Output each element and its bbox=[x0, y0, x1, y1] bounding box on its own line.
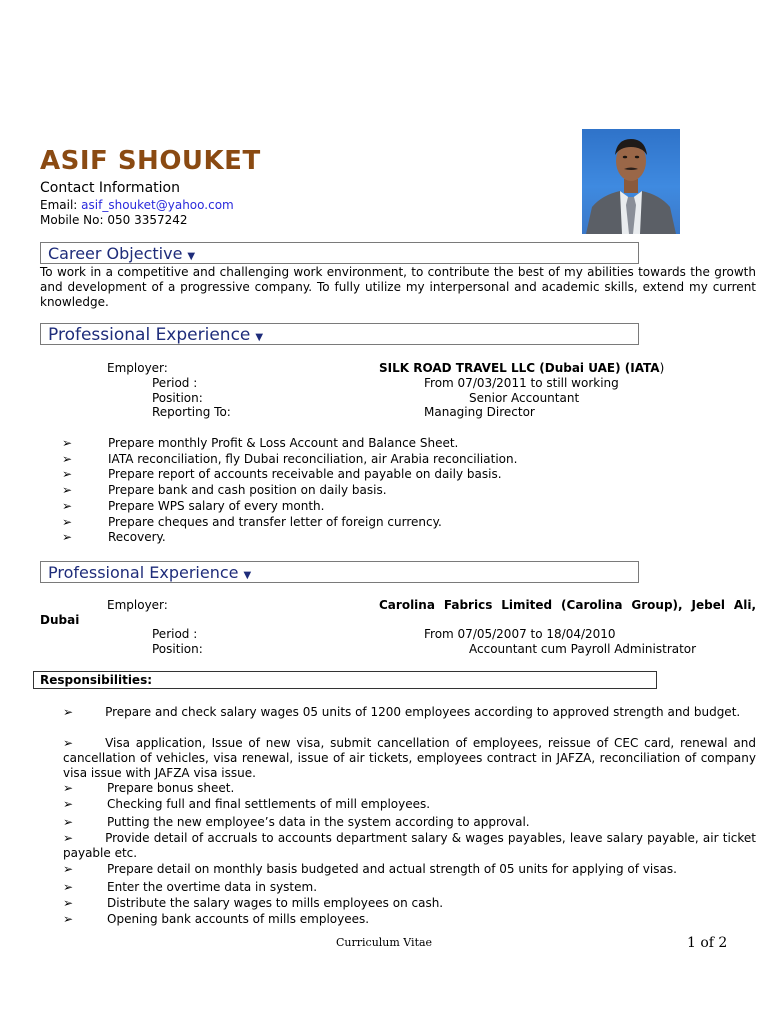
profile-photo bbox=[582, 129, 680, 234]
list-item: ➢ Provide detail of accruals to accounts department salary & wages payables, leave salary payable, air ticket payable etc. bbox=[63, 831, 756, 860]
list-item: ➢ Prepare and check salary wages 05 units of 1200 employees according to approved strength and budget. bbox=[63, 705, 741, 719]
career-objective-title: Career Objective ▼ bbox=[48, 244, 196, 263]
list-item: ➢ Distribute the salary wages to mills employees on cash. bbox=[63, 896, 444, 910]
professional-experience-title-2: Professional Experience ▼ bbox=[48, 563, 252, 582]
bullet-arrow-icon: ➢ bbox=[63, 896, 74, 910]
bullet-arrow-icon: ➢ bbox=[63, 912, 74, 926]
professional-experience-section-1 bbox=[40, 323, 639, 345]
list-item: ➢ Prepare detail on monthly basis budgeted and actual strength of 05 units for applying of visas. bbox=[63, 862, 677, 876]
portrait-image bbox=[582, 129, 680, 234]
email-link[interactable]: asif_shouket@yahoo.com bbox=[81, 198, 234, 212]
bullet-arrow-icon: ➢ bbox=[63, 781, 74, 795]
dropdown-arrow-icon: ▼ bbox=[255, 332, 264, 343]
employer-label-2: Employer: bbox=[107, 598, 168, 612]
email-label: Email: bbox=[40, 198, 78, 212]
position-value-2: Accountant cum Payroll Administrator bbox=[469, 642, 697, 656]
career-objective-section bbox=[40, 242, 639, 264]
employer-value-2-cont: Dubai bbox=[40, 613, 80, 627]
bullet-arrow-icon: ➢ bbox=[62, 483, 73, 497]
responsibilities-title: Responsibilities: bbox=[40, 673, 153, 687]
bullet-arrow-icon: ➢ bbox=[63, 736, 74, 750]
bullet-arrow-icon: ➢ bbox=[62, 467, 73, 481]
bullet-arrow-icon: ➢ bbox=[63, 705, 74, 719]
bullet-arrow-icon: ➢ bbox=[63, 862, 74, 876]
period-label-1: Period : bbox=[152, 376, 198, 390]
professional-experience-title-1: Professional Experience ▼ bbox=[48, 325, 264, 345]
list-item: ➢ Opening bank accounts of mills employees. bbox=[63, 912, 370, 926]
position-value-1: Senior Accountant bbox=[469, 391, 580, 405]
list-item: ➢ Enter the overtime data in system. bbox=[63, 880, 318, 894]
footer-title: Curriculum Vitae bbox=[336, 936, 433, 949]
list-item: ➢ IATA reconciliation, fly Dubai reconciliation, air Arabia reconciliation. bbox=[62, 452, 518, 466]
reporting-value-1: Managing Director bbox=[424, 405, 535, 419]
employer-label-1: Employer: bbox=[107, 361, 168, 375]
list-item: ➢ Checking full and final settlements of mill employees. bbox=[63, 797, 431, 811]
list-item: ➢ Prepare bank and cash position on daily basis. bbox=[62, 483, 387, 497]
reporting-label-1: Reporting To: bbox=[152, 405, 231, 419]
list-item: ➢ Visa application, Issue of new visa, submit cancellation of employees, reissue of CEC card, renewal and cancellation of vehicles, visa renewal, issue of air tickets, employees contract in JAFZA, reconciliation of company visa issue with JAFZA visa issue. bbox=[63, 736, 756, 780]
bullet-arrow-icon: ➢ bbox=[62, 499, 73, 513]
list-item: ➢ Recovery. bbox=[62, 530, 166, 544]
list-item: ➢ Prepare monthly Profit & Loss Account and Balance Sheet. bbox=[62, 436, 459, 450]
email-line bbox=[40, 198, 234, 213]
period-value-1: From 07/03/2011 to still working bbox=[424, 376, 619, 390]
position-label-2: Position: bbox=[152, 642, 203, 656]
bullet-arrow-icon: ➢ bbox=[63, 815, 74, 829]
employer-value-1: SILK ROAD TRAVEL LLC (Dubai UAE) (IATA) bbox=[379, 361, 665, 375]
bullet-arrow-icon: ➢ bbox=[63, 880, 74, 894]
dropdown-arrow-icon: ▼ bbox=[187, 251, 196, 262]
period-value-2: From 07/05/2007 to 18/04/2010 bbox=[424, 627, 616, 641]
contact-heading: Contact Information bbox=[40, 180, 180, 196]
career-objective-text: To work in a competitive and challenging work environment, to contribute the best of my abilities towards the growth and development of a progressive company. To fully utilize my interpersonal and academic skills, extend my current knowledge. bbox=[40, 265, 756, 309]
list-item: ➢ Prepare bonus sheet. bbox=[63, 781, 235, 795]
candidate-name: ASIF SHOUKET bbox=[40, 146, 261, 176]
bullet-arrow-icon: ➢ bbox=[62, 436, 73, 450]
list-item: ➢ Putting the new employee’s data in the system according to approval. bbox=[63, 815, 530, 829]
bullet-arrow-icon: ➢ bbox=[63, 797, 74, 811]
mobile-line: Mobile No: 050 3357242 bbox=[40, 213, 188, 227]
bullet-arrow-icon: ➢ bbox=[62, 452, 73, 466]
bullet-arrow-icon: ➢ bbox=[62, 530, 73, 544]
professional-experience-section-2 bbox=[40, 561, 639, 583]
employer-value-2: Carolina Fabrics Limited (Carolina Group), Jebel Ali, bbox=[379, 598, 756, 612]
list-item: ➢ Prepare WPS salary of every month. bbox=[62, 499, 325, 513]
period-label-2: Period : bbox=[152, 627, 198, 641]
bullet-arrow-icon: ➢ bbox=[62, 515, 73, 529]
bullet-arrow-icon: ➢ bbox=[63, 831, 74, 845]
list-item: ➢ Prepare cheques and transfer letter of foreign currency. bbox=[62, 515, 442, 529]
page-number: 1 of 2 bbox=[687, 935, 728, 951]
responsibilities-section bbox=[33, 671, 657, 689]
dropdown-arrow-icon: ▼ bbox=[243, 570, 252, 581]
position-label-1: Position: bbox=[152, 391, 203, 405]
list-item: ➢ Prepare report of accounts receivable and payable on daily basis. bbox=[62, 467, 502, 481]
